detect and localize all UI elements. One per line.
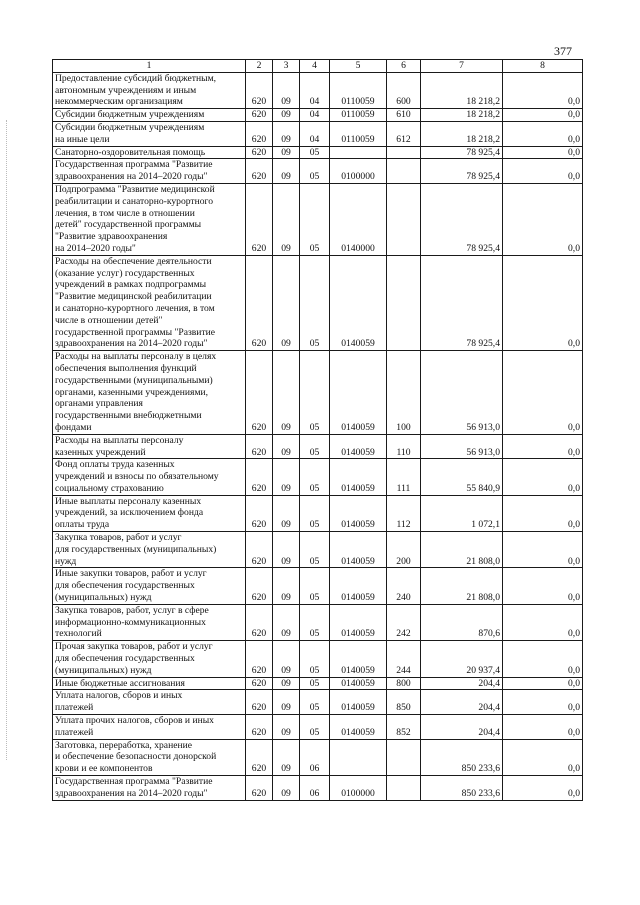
amount-value: 56 913,0: [421, 434, 503, 459]
expense-type-code: [387, 255, 421, 350]
amount-value-2: 0,0: [503, 121, 583, 146]
row-name: Иные выплаты персоналу казенных учреждений, за исключением фонда оплаты труда: [53, 495, 246, 531]
target-article-code: 0140059: [330, 532, 387, 568]
ministry-code: 620: [246, 121, 273, 146]
table-row: [53, 690, 583, 715]
amount-value: 78 925,4: [421, 255, 503, 350]
section-code: 09: [273, 641, 300, 677]
ministry-code: 620: [246, 739, 273, 775]
section-code: 09: [273, 146, 300, 159]
expense-type-code: [387, 183, 421, 255]
amount-value: 204,4: [421, 715, 503, 740]
subsection-code: 05: [300, 568, 330, 604]
row-name: Закупка товаров, работ, услуг в сфере информационно-коммуникационных технологий: [53, 604, 246, 640]
amount-value: 78 925,4: [421, 183, 503, 255]
ministry-code: 620: [246, 109, 273, 122]
budget-table: [52, 59, 583, 801]
table-row: [53, 255, 583, 350]
target-article-code: 0110059: [330, 121, 387, 146]
subsection-code: 04: [300, 72, 330, 108]
ministry-code: 620: [246, 495, 273, 531]
amount-value: 55 840,9: [421, 459, 503, 495]
section-code: 09: [273, 776, 300, 801]
row-name: Государственная программа "Развитие здравоохранения на 2014–2020 годы": [53, 159, 246, 184]
target-article-code: [330, 739, 387, 775]
row-name: Расходы на выплаты персоналу казенных учреждений: [53, 434, 246, 459]
amount-value-2: 0,0: [503, 495, 583, 531]
expense-type-code: 110: [387, 434, 421, 459]
ministry-code: 620: [246, 434, 273, 459]
amount-value-2: 0,0: [503, 715, 583, 740]
row-name: Иные бюджетные ассигнования: [53, 677, 246, 690]
subsection-code: 06: [300, 739, 330, 775]
ministry-code: 620: [246, 532, 273, 568]
ministry-code: 620: [246, 183, 273, 255]
amount-value-2: 0,0: [503, 146, 583, 159]
amount-value: 18 218,2: [421, 121, 503, 146]
amount-value: 56 913,0: [421, 351, 503, 435]
amount-value-2: 0,0: [503, 159, 583, 184]
column-header: 3: [273, 60, 300, 73]
ministry-code: 620: [246, 568, 273, 604]
row-name: Закупка товаров, работ и услуг для государственных (муниципальных) нужд: [53, 532, 246, 568]
expense-type-code: 610: [387, 109, 421, 122]
target-article-code: 0140059: [330, 434, 387, 459]
expense-type-code: 852: [387, 715, 421, 740]
target-article-code: 0140059: [330, 604, 387, 640]
section-code: 09: [273, 109, 300, 122]
expense-type-code: 850: [387, 690, 421, 715]
target-article-code: 0140059: [330, 690, 387, 715]
amount-value-2: 0,0: [503, 739, 583, 775]
table-header-row: [53, 60, 583, 73]
subsection-code: 05: [300, 159, 330, 184]
table-row: [53, 121, 583, 146]
expense-type-code: 112: [387, 495, 421, 531]
amount-value: 204,4: [421, 677, 503, 690]
section-code: 09: [273, 604, 300, 640]
target-article-code: [330, 146, 387, 159]
section-code: 09: [273, 532, 300, 568]
ministry-code: 620: [246, 72, 273, 108]
amount-value-2: 0,0: [503, 72, 583, 108]
column-header: 8: [503, 60, 583, 73]
amount-value-2: 0,0: [503, 351, 583, 435]
row-name: Фонд оплаты труда казенных учреждений и взносы по обязательному социальному страхованию: [53, 459, 246, 495]
row-name: Заготовка, переработка, хранение и обеспечение безопасности донорской крови и ее компонентов: [53, 739, 246, 775]
scan-edge-mark: [6, 120, 8, 760]
table-row: [53, 459, 583, 495]
column-header: 4: [300, 60, 330, 73]
section-code: 09: [273, 715, 300, 740]
section-code: 09: [273, 121, 300, 146]
expense-type-code: [387, 146, 421, 159]
target-article-code: 0100000: [330, 776, 387, 801]
expense-type-code: 612: [387, 121, 421, 146]
amount-value-2: 0,0: [503, 183, 583, 255]
row-name: Прочая закупка товаров, работ и услуг для обеспечения государственных (муниципальных) нужд: [53, 641, 246, 677]
row-name: Государственная программа "Развитие здравоохранения на 2014–2020 годы": [53, 776, 246, 801]
table-body: [53, 72, 583, 800]
target-article-code: 0140059: [330, 568, 387, 604]
expense-type-code: 800: [387, 677, 421, 690]
amount-value: 78 925,4: [421, 146, 503, 159]
row-name: Субсидии бюджетным учреждениям: [53, 109, 246, 122]
expense-type-code: 600: [387, 72, 421, 108]
amount-value: 18 218,2: [421, 72, 503, 108]
table-row: [53, 677, 583, 690]
section-code: 09: [273, 739, 300, 775]
ministry-code: 620: [246, 159, 273, 184]
section-code: 09: [273, 351, 300, 435]
row-name: Санаторно-оздоровительная помощь: [53, 146, 246, 159]
subsection-code: 04: [300, 121, 330, 146]
table-row: [53, 159, 583, 184]
table-row: [53, 641, 583, 677]
table-row: [53, 72, 583, 108]
table-row: [53, 776, 583, 801]
amount-value: 21 808,0: [421, 568, 503, 604]
subsection-code: 05: [300, 532, 330, 568]
ministry-code: 620: [246, 459, 273, 495]
amount-value-2: 0,0: [503, 604, 583, 640]
row-name: Иные закупки товаров, работ и услуг для обеспечения государственных (муниципальных) нужд: [53, 568, 246, 604]
table-row: [53, 715, 583, 740]
subsection-code: 05: [300, 677, 330, 690]
amount-value-2: 0,0: [503, 434, 583, 459]
amount-value: 1 072,1: [421, 495, 503, 531]
amount-value-2: 0,0: [503, 690, 583, 715]
ministry-code: 620: [246, 255, 273, 350]
table-row: [53, 146, 583, 159]
amount-value-2: 0,0: [503, 532, 583, 568]
table-row: [53, 568, 583, 604]
subsection-code: 05: [300, 715, 330, 740]
expense-type-code: 244: [387, 641, 421, 677]
ministry-code: 620: [246, 351, 273, 435]
amount-value: 850 233,6: [421, 739, 503, 775]
amount-value: 850 233,6: [421, 776, 503, 801]
section-code: 09: [273, 495, 300, 531]
subsection-code: 05: [300, 604, 330, 640]
section-code: 09: [273, 690, 300, 715]
ministry-code: 620: [246, 146, 273, 159]
table-row: [53, 532, 583, 568]
expense-type-code: 200: [387, 532, 421, 568]
subsection-code: 05: [300, 146, 330, 159]
subsection-code: 05: [300, 255, 330, 350]
section-code: 09: [273, 434, 300, 459]
row-name: Уплата прочих налогов, сборов и иных платежей: [53, 715, 246, 740]
expense-type-code: 242: [387, 604, 421, 640]
subsection-code: 05: [300, 434, 330, 459]
amount-value: 18 218,2: [421, 109, 503, 122]
section-code: 09: [273, 72, 300, 108]
amount-value-2: 0,0: [503, 641, 583, 677]
row-name: Уплата налогов, сборов и иных платежей: [53, 690, 246, 715]
ministry-code: 620: [246, 715, 273, 740]
ministry-code: 620: [246, 776, 273, 801]
subsection-code: 05: [300, 459, 330, 495]
target-article-code: 0140059: [330, 715, 387, 740]
subsection-code: 04: [300, 109, 330, 122]
subsection-code: 05: [300, 351, 330, 435]
ministry-code: 620: [246, 604, 273, 640]
amount-value-2: 0,0: [503, 255, 583, 350]
amount-value: 870,6: [421, 604, 503, 640]
target-article-code: 0100000: [330, 159, 387, 184]
amount-value: 20 937,4: [421, 641, 503, 677]
section-code: 09: [273, 677, 300, 690]
expense-type-code: 240: [387, 568, 421, 604]
column-header: 1: [53, 60, 246, 73]
expense-type-code: 100: [387, 351, 421, 435]
amount-value-2: 0,0: [503, 109, 583, 122]
page-number: 377: [554, 44, 572, 58]
amount-value-2: 0,0: [503, 776, 583, 801]
target-article-code: 0140059: [330, 495, 387, 531]
column-header: 6: [387, 60, 421, 73]
subsection-code: 05: [300, 641, 330, 677]
amount-value-2: 0,0: [503, 677, 583, 690]
target-article-code: 0110059: [330, 109, 387, 122]
amount-value-2: 0,0: [503, 568, 583, 604]
row-name: Расходы на обеспечение деятельности (оказание услуг) государственных учреждений в рамках подпрограммы "Развитие медицинской реабилитации и санаторно-курортного лечения, в том числе в отношении детей" государственной программы "Развитие здравоохранения на 2014–2020 годы": [53, 255, 246, 350]
section-code: 09: [273, 183, 300, 255]
column-header: 2: [246, 60, 273, 73]
row-name: Предоставление субсидий бюджетным, автономным учреждениям и иным некоммерческим организациям: [53, 72, 246, 108]
target-article-code: 0110059: [330, 72, 387, 108]
subsection-code: 06: [300, 776, 330, 801]
amount-value: 21 808,0: [421, 532, 503, 568]
amount-value: 204,4: [421, 690, 503, 715]
row-name: Подпрограмма "Развитие медицинской реабилитации и санаторно-курортного лечения, в том числе в отношении детей" государственной программы "Развитие здравоохранения на 2014–2020 годы": [53, 183, 246, 255]
table-row: [53, 434, 583, 459]
expense-type-code: [387, 739, 421, 775]
section-code: 09: [273, 159, 300, 184]
table-row: [53, 495, 583, 531]
subsection-code: 05: [300, 183, 330, 255]
ministry-code: 620: [246, 677, 273, 690]
table-row: [53, 109, 583, 122]
subsection-code: 05: [300, 690, 330, 715]
expense-type-code: [387, 159, 421, 184]
section-code: 09: [273, 255, 300, 350]
row-name: Субсидии бюджетным учреждениям на иные цели: [53, 121, 246, 146]
subsection-code: 05: [300, 495, 330, 531]
target-article-code: 0140000: [330, 183, 387, 255]
table-row: [53, 351, 583, 435]
ministry-code: 620: [246, 641, 273, 677]
section-code: 09: [273, 459, 300, 495]
target-article-code: 0140059: [330, 641, 387, 677]
row-name: Расходы на выплаты персоналу в целях обеспечения выполнения функций государственными (муниципальными) органами, казенными учреждениями, органами управления государственными внебюджетными фондами: [53, 351, 246, 435]
target-article-code: 0140059: [330, 255, 387, 350]
table-row: [53, 183, 583, 255]
expense-type-code: [387, 776, 421, 801]
section-code: 09: [273, 568, 300, 604]
amount-value: 78 925,4: [421, 159, 503, 184]
table-row: [53, 739, 583, 775]
target-article-code: 0140059: [330, 351, 387, 435]
table-row: [53, 604, 583, 640]
column-header: 7: [421, 60, 503, 73]
expense-type-code: 111: [387, 459, 421, 495]
target-article-code: 0140059: [330, 677, 387, 690]
amount-value-2: 0,0: [503, 459, 583, 495]
target-article-code: 0140059: [330, 459, 387, 495]
column-header: 5: [330, 60, 387, 73]
ministry-code: 620: [246, 690, 273, 715]
